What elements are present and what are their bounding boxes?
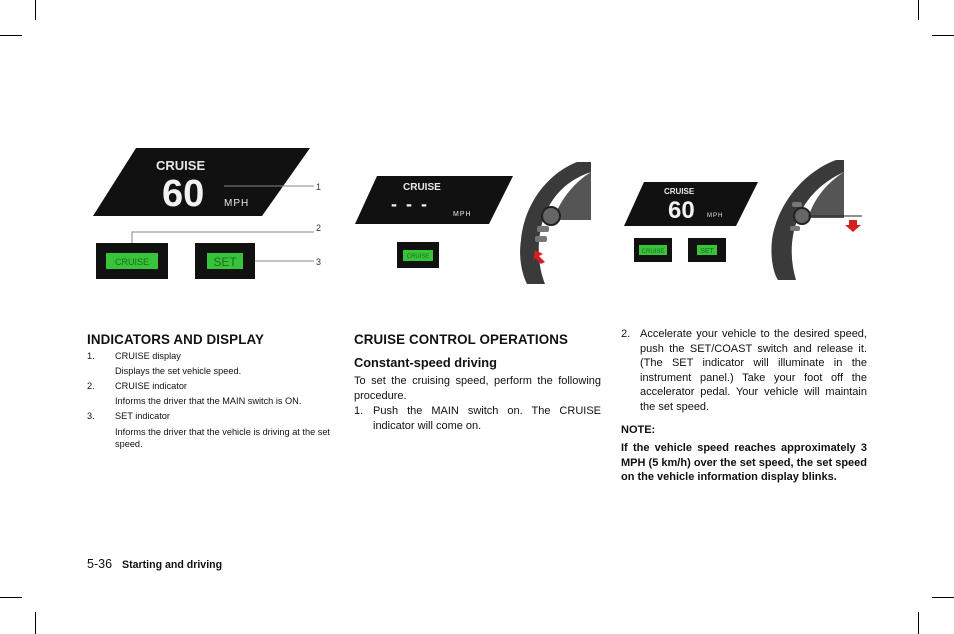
list-item — [87, 410, 335, 423]
step-1 — [354, 404, 601, 433]
switch-pad — [542, 207, 560, 225]
display-word: CRUISE — [664, 187, 695, 196]
subheading: Constant-speed driving — [354, 354, 497, 370]
switch-button — [535, 236, 547, 242]
page-number: 5-36 — [87, 557, 113, 571]
page-footer — [87, 557, 222, 571]
display-unit: MPH — [224, 198, 250, 209]
item-description: Informs the driver that the vehicle is driving at the set speed. — [115, 426, 330, 450]
step-2 — [621, 327, 867, 415]
crop-mark — [932, 35, 954, 36]
item-title: CRUISE indicator — [115, 380, 187, 391]
intro-paragraph: To set the cruising speed, perform the following procedure. — [354, 375, 601, 402]
set-indicator-label: SET — [700, 248, 714, 255]
figure-set-switch — [622, 160, 864, 285]
crop-mark — [932, 597, 954, 598]
switch-pad — [794, 208, 810, 224]
main-switch-button — [537, 226, 549, 232]
display-unit: MPH — [707, 213, 724, 219]
crop-mark — [35, 612, 36, 634]
crop-mark — [0, 597, 22, 598]
display-dashes: - - - — [391, 194, 429, 214]
step-number: 2. — [621, 328, 631, 340]
cruise-indicator-label: CRUISE — [114, 257, 150, 267]
callout-3: 3 — [316, 257, 322, 267]
steering-wheel — [771, 160, 844, 280]
crop-mark — [35, 0, 36, 20]
crop-mark — [0, 35, 22, 36]
set-indicator-label: SET — [213, 255, 237, 269]
callout-1: 1 — [316, 182, 322, 192]
display-speed: 60 — [162, 173, 205, 215]
arrow-icon — [845, 220, 861, 232]
item-description: Informs the driver that the MAIN switch is ON. — [115, 396, 302, 407]
steering-wheel — [520, 162, 591, 284]
section-heading: INDICATORS AND DISPLAY — [87, 332, 265, 347]
item-number: 3. — [87, 410, 95, 421]
note-label: NOTE: — [621, 423, 656, 436]
list-item — [87, 380, 335, 393]
column-operations — [354, 333, 601, 434]
item-number: 1. — [87, 350, 95, 361]
step-text: Accelerate your vehicle to the desired speed, push the SET/COAST switch and release it. (The SET indicator will illuminate in the instrument panel.) Take your foot off the accelerator pedal. Your vehicle will maintain the set speed. — [640, 328, 867, 413]
switch-button — [790, 226, 800, 231]
display-unit: MPH — [453, 211, 472, 218]
crop-mark — [918, 0, 919, 20]
column-indicators — [87, 333, 335, 451]
indicator-list — [87, 350, 335, 451]
crop-mark — [918, 612, 919, 634]
figure-indicators-display — [88, 140, 328, 300]
note-text: If the vehicle speed reaches approximately 3 MPH (5 km/h) over the set speed, the set speed on the vehicle information display blinks. — [621, 442, 867, 484]
section-name: Starting and driving — [122, 559, 223, 571]
column-continued — [621, 327, 867, 485]
callout-2: 2 — [316, 223, 322, 233]
item-title: SET indicator — [115, 410, 170, 421]
cruise-indicator-label: CRUISE — [641, 249, 665, 255]
display-word: CRUISE — [403, 182, 441, 193]
item-description: Displays the set vehicle speed. — [115, 366, 242, 377]
section-heading: CRUISE CONTROL OPERATIONS — [354, 332, 569, 347]
callout-line — [132, 232, 314, 243]
step-number: 1. — [354, 405, 364, 418]
item-number: 2. — [87, 380, 95, 391]
figure-main-switch — [355, 160, 593, 285]
cruise-indicator-label: CRUISE — [406, 254, 430, 260]
step-text: Push the MAIN switch on. The CRUISE indicator will come on. — [373, 405, 601, 432]
item-title: CRUISE display — [115, 350, 181, 361]
display-word: CRUISE — [156, 158, 206, 173]
list-item — [87, 350, 335, 363]
display-speed: 60 — [668, 197, 695, 224]
set-coast-switch-button — [792, 202, 802, 207]
